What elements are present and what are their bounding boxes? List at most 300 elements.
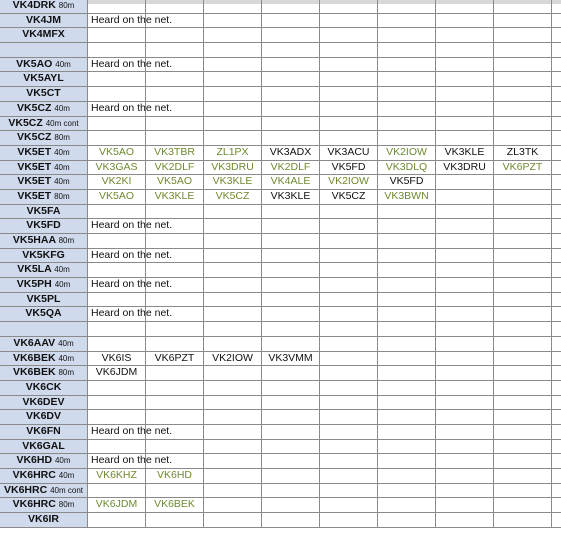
grid-cell[interactable] — [203, 58, 261, 72]
grid-cell[interactable] — [435, 440, 493, 454]
contact-cell[interactable]: VK2KI — [87, 175, 145, 189]
grid-cell[interactable] — [261, 117, 319, 131]
grid-cell[interactable] — [145, 484, 203, 498]
grid-cell[interactable] — [319, 205, 377, 219]
grid-cell[interactable] — [87, 43, 145, 57]
grid-cell[interactable] — [261, 28, 319, 42]
callsign-cell[interactable] — [0, 366, 87, 380]
callsign-cell[interactable] — [0, 28, 87, 42]
grid-cell[interactable] — [551, 469, 561, 483]
contact-cell[interactable]: VK6HD — [145, 469, 203, 483]
grid-cell[interactable] — [145, 293, 203, 307]
grid-cell[interactable] — [319, 307, 377, 321]
callsign-cell[interactable] — [0, 322, 87, 336]
grid-cell[interactable] — [203, 484, 261, 498]
grid-cell[interactable] — [145, 381, 203, 395]
grid-cell[interactable] — [551, 205, 561, 219]
grid-cell[interactable] — [145, 131, 203, 145]
grid-cell[interactable] — [493, 410, 551, 424]
grid-cell[interactable] — [493, 102, 551, 116]
grid-cell[interactable] — [551, 278, 561, 292]
contact-cell[interactable]: VK5AO — [145, 175, 203, 189]
grid-cell[interactable] — [145, 43, 203, 57]
grid-cell[interactable] — [551, 28, 561, 42]
callsign-cell[interactable] — [0, 190, 87, 204]
grid-cell[interactable] — [377, 58, 435, 72]
callsign-cell[interactable] — [0, 131, 87, 145]
contact-cell[interactable]: VK3GAS — [87, 161, 145, 175]
grid-cell[interactable] — [435, 513, 493, 527]
grid-cell[interactable] — [493, 293, 551, 307]
grid-cell[interactable] — [145, 87, 203, 101]
grid-cell[interactable] — [203, 131, 261, 145]
grid-cell[interactable] — [435, 484, 493, 498]
grid-cell[interactable] — [551, 72, 561, 86]
grid-cell[interactable] — [493, 484, 551, 498]
grid-cell[interactable] — [493, 469, 551, 483]
grid-cell[interactable] — [87, 293, 145, 307]
grid-cell[interactable] — [551, 161, 561, 175]
grid-cell[interactable] — [203, 469, 261, 483]
grid-cell[interactable] — [377, 72, 435, 86]
grid-cell[interactable] — [435, 425, 493, 439]
grid-cell[interactable] — [145, 102, 203, 116]
grid-cell[interactable] — [435, 337, 493, 351]
grid-cell[interactable] — [203, 293, 261, 307]
callsign-cell[interactable] — [0, 219, 87, 233]
grid-cell[interactable] — [145, 219, 203, 233]
grid-cell[interactable] — [87, 484, 145, 498]
note-cell[interactable]: Heard on the net. — [87, 278, 145, 292]
grid-cell[interactable] — [493, 425, 551, 439]
contact-cell[interactable]: VK6JDM — [87, 366, 145, 380]
contact-cell[interactable]: VK3KLE — [203, 175, 261, 189]
grid-cell[interactable] — [87, 337, 145, 351]
grid-cell[interactable] — [87, 234, 145, 248]
callsign-cell[interactable] — [0, 307, 87, 321]
grid-cell[interactable] — [377, 102, 435, 116]
grid-cell[interactable] — [435, 249, 493, 263]
callsign-cell[interactable] — [0, 513, 87, 527]
contact-cell[interactable]: VK6PZT — [493, 161, 551, 175]
grid-cell[interactable] — [203, 337, 261, 351]
contact-cell[interactable]: VK3KLE — [435, 146, 493, 160]
grid-cell[interactable] — [435, 366, 493, 380]
grid-cell[interactable] — [435, 410, 493, 424]
grid-cell[interactable] — [319, 278, 377, 292]
grid-cell[interactable] — [551, 43, 561, 57]
callsign-cell[interactable] — [0, 469, 87, 483]
grid-cell[interactable] — [319, 440, 377, 454]
grid-cell[interactable] — [319, 102, 377, 116]
contact-cell[interactable]: ZL1PX — [203, 146, 261, 160]
grid-cell[interactable] — [319, 28, 377, 42]
callsign-cell[interactable] — [0, 102, 87, 116]
grid-cell[interactable] — [87, 513, 145, 527]
grid-cell[interactable] — [319, 14, 377, 28]
grid-cell[interactable] — [551, 58, 561, 72]
grid-cell[interactable] — [435, 175, 493, 189]
grid-cell[interactable] — [145, 205, 203, 219]
grid-cell[interactable] — [493, 381, 551, 395]
note-cell[interactable]: Heard on the net. — [87, 425, 145, 439]
note-cell[interactable]: Heard on the net. — [87, 307, 145, 321]
grid-cell[interactable] — [493, 14, 551, 28]
grid-cell[interactable] — [261, 102, 319, 116]
grid-cell[interactable] — [435, 0, 493, 13]
grid-cell[interactable] — [377, 484, 435, 498]
grid-cell[interactable] — [261, 337, 319, 351]
grid-cell[interactable] — [551, 396, 561, 410]
grid-cell[interactable] — [203, 72, 261, 86]
grid-cell[interactable] — [261, 381, 319, 395]
contact-cell[interactable]: VK3DLQ — [377, 161, 435, 175]
grid-cell[interactable] — [87, 131, 145, 145]
contact-cell[interactable]: VK6JDM — [87, 498, 145, 512]
grid-cell[interactable] — [145, 72, 203, 86]
grid-cell[interactable] — [435, 469, 493, 483]
grid-cell[interactable] — [261, 484, 319, 498]
grid-cell[interactable] — [435, 234, 493, 248]
grid-cell[interactable] — [435, 219, 493, 233]
grid-cell[interactable] — [377, 381, 435, 395]
grid-cell[interactable] — [319, 513, 377, 527]
grid-cell[interactable] — [261, 425, 319, 439]
grid-cell[interactable] — [145, 28, 203, 42]
grid-cell[interactable] — [551, 293, 561, 307]
grid-cell[interactable] — [203, 249, 261, 263]
grid-cell[interactable] — [435, 454, 493, 468]
grid-cell[interactable] — [319, 58, 377, 72]
grid-cell[interactable] — [435, 117, 493, 131]
grid-cell[interactable] — [493, 117, 551, 131]
grid-cell[interactable] — [435, 293, 493, 307]
grid-cell[interactable] — [493, 352, 551, 366]
grid-cell[interactable] — [435, 58, 493, 72]
grid-cell[interactable] — [203, 366, 261, 380]
grid-cell[interactable] — [319, 425, 377, 439]
grid-cell[interactable] — [435, 102, 493, 116]
grid-cell[interactable] — [319, 337, 377, 351]
grid-cell[interactable] — [377, 352, 435, 366]
grid-cell[interactable] — [493, 87, 551, 101]
grid-cell[interactable] — [87, 440, 145, 454]
grid-cell[interactable] — [377, 219, 435, 233]
callsign-cell[interactable] — [0, 293, 87, 307]
grid-cell[interactable] — [261, 469, 319, 483]
grid-cell[interactable] — [145, 454, 203, 468]
grid-cell[interactable] — [87, 87, 145, 101]
callsign-cell[interactable] — [0, 14, 87, 28]
grid-cell[interactable] — [319, 117, 377, 131]
grid-cell[interactable] — [435, 205, 493, 219]
grid-cell[interactable] — [551, 263, 561, 277]
grid-cell[interactable] — [493, 249, 551, 263]
grid-cell[interactable] — [377, 498, 435, 512]
grid-cell[interactable] — [435, 263, 493, 277]
grid-cell[interactable] — [145, 513, 203, 527]
grid-cell[interactable] — [493, 396, 551, 410]
contact-cell[interactable]: VK5AO — [87, 190, 145, 204]
grid-cell[interactable] — [261, 249, 319, 263]
grid-cell[interactable] — [377, 28, 435, 42]
grid-cell[interactable] — [203, 28, 261, 42]
grid-cell[interactable] — [377, 469, 435, 483]
grid-cell[interactable] — [377, 249, 435, 263]
note-cell[interactable]: Heard on the net. — [87, 58, 145, 72]
grid-cell[interactable] — [87, 410, 145, 424]
grid-cell[interactable] — [145, 425, 203, 439]
grid-cell[interactable] — [551, 175, 561, 189]
grid-cell[interactable] — [377, 205, 435, 219]
grid-cell[interactable] — [319, 366, 377, 380]
grid-cell[interactable] — [493, 440, 551, 454]
grid-cell[interactable] — [319, 72, 377, 86]
grid-cell[interactable] — [493, 205, 551, 219]
grid-cell[interactable] — [319, 469, 377, 483]
grid-cell[interactable] — [145, 396, 203, 410]
grid-cell[interactable] — [435, 498, 493, 512]
grid-cell[interactable] — [435, 72, 493, 86]
grid-cell[interactable] — [319, 131, 377, 145]
callsign-cell[interactable] — [0, 337, 87, 351]
grid-cell[interactable] — [377, 410, 435, 424]
grid-cell[interactable] — [493, 0, 551, 13]
grid-cell[interactable] — [435, 14, 493, 28]
grid-cell[interactable] — [145, 249, 203, 263]
callsign-cell[interactable] — [0, 234, 87, 248]
grid-cell[interactable] — [203, 205, 261, 219]
callsign-cell[interactable] — [0, 249, 87, 263]
grid-cell[interactable] — [203, 513, 261, 527]
grid-cell[interactable] — [435, 28, 493, 42]
grid-cell[interactable] — [319, 87, 377, 101]
grid-cell[interactable] — [319, 249, 377, 263]
grid-cell[interactable] — [377, 440, 435, 454]
grid-cell[interactable] — [261, 498, 319, 512]
callsign-cell[interactable] — [0, 454, 87, 468]
grid-cell[interactable] — [551, 513, 561, 527]
grid-cell[interactable] — [493, 322, 551, 336]
grid-cell[interactable] — [377, 513, 435, 527]
grid-cell[interactable] — [261, 322, 319, 336]
callsign-cell[interactable] — [0, 498, 87, 512]
callsign-cell[interactable] — [0, 117, 87, 131]
grid-cell[interactable] — [493, 219, 551, 233]
callsign-cell[interactable] — [0, 278, 87, 292]
grid-cell[interactable] — [319, 219, 377, 233]
callsign-cell[interactable] — [0, 161, 87, 175]
grid-cell[interactable] — [261, 14, 319, 28]
grid-cell[interactable] — [493, 263, 551, 277]
grid-cell[interactable] — [551, 102, 561, 116]
grid-cell[interactable] — [377, 293, 435, 307]
grid-cell[interactable] — [493, 43, 551, 57]
grid-cell[interactable] — [145, 410, 203, 424]
contact-cell[interactable]: VK3BWN — [377, 190, 435, 204]
grid-cell[interactable] — [377, 234, 435, 248]
grid-cell[interactable] — [377, 322, 435, 336]
grid-cell[interactable] — [551, 366, 561, 380]
grid-cell[interactable] — [319, 484, 377, 498]
grid-cell[interactable] — [261, 366, 319, 380]
grid-cell[interactable] — [203, 454, 261, 468]
grid-cell[interactable] — [493, 234, 551, 248]
contact-cell[interactable]: VK3KLE — [261, 190, 319, 204]
grid-cell[interactable] — [377, 425, 435, 439]
callsign-cell[interactable] — [0, 146, 87, 160]
callsign-cell[interactable] — [0, 0, 87, 13]
callsign-cell[interactable] — [0, 43, 87, 57]
grid-cell[interactable] — [145, 337, 203, 351]
grid-cell[interactable] — [551, 0, 561, 13]
grid-cell[interactable] — [319, 396, 377, 410]
grid-cell[interactable] — [435, 87, 493, 101]
grid-cell[interactable] — [145, 14, 203, 28]
grid-cell[interactable] — [551, 454, 561, 468]
grid-cell[interactable] — [261, 87, 319, 101]
callsign-cell[interactable] — [0, 263, 87, 277]
note-cell[interactable]: Heard on the net. — [87, 249, 145, 263]
grid-cell[interactable] — [203, 219, 261, 233]
grid-cell[interactable] — [261, 396, 319, 410]
contact-cell[interactable]: VK6IS — [87, 352, 145, 366]
grid-cell[interactable] — [87, 396, 145, 410]
callsign-cell[interactable] — [0, 87, 87, 101]
grid-cell[interactable] — [203, 322, 261, 336]
grid-cell[interactable] — [435, 396, 493, 410]
contact-cell[interactable]: VK6PZT — [145, 352, 203, 366]
grid-cell[interactable] — [87, 322, 145, 336]
note-cell[interactable]: Heard on the net. — [87, 102, 145, 116]
grid-cell[interactable] — [87, 381, 145, 395]
grid-cell[interactable] — [551, 249, 561, 263]
grid-cell[interactable] — [203, 263, 261, 277]
grid-cell[interactable] — [261, 205, 319, 219]
grid-cell[interactable] — [145, 234, 203, 248]
grid-cell[interactable] — [261, 263, 319, 277]
grid-cell[interactable] — [493, 58, 551, 72]
grid-cell[interactable] — [87, 263, 145, 277]
grid-cell[interactable] — [145, 117, 203, 131]
contact-cell[interactable]: VK2IOW — [319, 175, 377, 189]
grid-cell[interactable] — [493, 175, 551, 189]
grid-cell[interactable] — [377, 87, 435, 101]
grid-cell[interactable] — [261, 234, 319, 248]
grid-cell[interactable] — [493, 72, 551, 86]
grid-cell[interactable] — [319, 293, 377, 307]
grid-cell[interactable] — [435, 307, 493, 321]
grid-cell[interactable] — [87, 0, 145, 13]
contact-cell[interactable]: VK3VMM — [261, 352, 319, 366]
grid-cell[interactable] — [203, 425, 261, 439]
grid-cell[interactable] — [203, 234, 261, 248]
grid-cell[interactable] — [261, 131, 319, 145]
grid-cell[interactable] — [261, 58, 319, 72]
note-cell[interactable]: Heard on the net. — [87, 219, 145, 233]
contact-cell[interactable]: VK3DRU — [203, 161, 261, 175]
grid-cell[interactable] — [551, 322, 561, 336]
grid-cell[interactable] — [493, 513, 551, 527]
grid-cell[interactable] — [435, 322, 493, 336]
grid-cell[interactable] — [203, 117, 261, 131]
grid-cell[interactable] — [377, 131, 435, 145]
grid-cell[interactable] — [203, 498, 261, 512]
contact-cell[interactable]: VK6BEK — [145, 498, 203, 512]
grid-cell[interactable] — [203, 14, 261, 28]
grid-cell[interactable] — [203, 410, 261, 424]
grid-cell[interactable] — [203, 278, 261, 292]
grid-cell[interactable] — [145, 322, 203, 336]
grid-cell[interactable] — [377, 307, 435, 321]
grid-cell[interactable] — [377, 337, 435, 351]
grid-cell[interactable] — [261, 43, 319, 57]
grid-cell[interactable] — [551, 117, 561, 131]
contact-cell[interactable]: VK6KHZ — [87, 469, 145, 483]
grid-cell[interactable] — [551, 87, 561, 101]
grid-cell[interactable] — [493, 190, 551, 204]
grid-cell[interactable] — [145, 307, 203, 321]
grid-cell[interactable] — [493, 454, 551, 468]
contact-cell[interactable]: VK2IOW — [203, 352, 261, 366]
grid-cell[interactable] — [87, 117, 145, 131]
grid-cell[interactable] — [261, 219, 319, 233]
grid-cell[interactable] — [435, 352, 493, 366]
contact-cell[interactable]: VK5CZ — [203, 190, 261, 204]
grid-cell[interactable] — [551, 234, 561, 248]
grid-cell[interactable] — [261, 72, 319, 86]
callsign-cell[interactable] — [0, 352, 87, 366]
grid-cell[interactable] — [145, 0, 203, 13]
grid-cell[interactable] — [551, 337, 561, 351]
grid-cell[interactable] — [551, 146, 561, 160]
grid-cell[interactable] — [435, 381, 493, 395]
grid-cell[interactable] — [319, 0, 377, 13]
grid-cell[interactable] — [87, 72, 145, 86]
grid-cell[interactable] — [377, 14, 435, 28]
grid-cell[interactable] — [261, 293, 319, 307]
grid-cell[interactable] — [435, 43, 493, 57]
note-cell[interactable]: Heard on the net. — [87, 454, 145, 468]
grid-cell[interactable] — [551, 484, 561, 498]
grid-cell[interactable] — [493, 366, 551, 380]
grid-cell[interactable] — [493, 337, 551, 351]
grid-cell[interactable] — [203, 43, 261, 57]
grid-cell[interactable] — [319, 498, 377, 512]
grid-cell[interactable] — [551, 307, 561, 321]
grid-cell[interactable] — [377, 0, 435, 13]
contact-cell[interactable]: VK3DRU — [435, 161, 493, 175]
grid-cell[interactable] — [551, 190, 561, 204]
grid-cell[interactable] — [145, 263, 203, 277]
callsign-cell[interactable] — [0, 381, 87, 395]
grid-cell[interactable] — [319, 454, 377, 468]
contact-cell[interactable]: VK2DLF — [145, 161, 203, 175]
grid-cell[interactable] — [319, 234, 377, 248]
grid-cell[interactable] — [551, 410, 561, 424]
grid-cell[interactable] — [145, 366, 203, 380]
grid-cell[interactable] — [261, 513, 319, 527]
grid-cell[interactable] — [145, 278, 203, 292]
grid-cell[interactable] — [203, 307, 261, 321]
callsign-cell[interactable] — [0, 440, 87, 454]
grid-cell[interactable] — [551, 14, 561, 28]
grid-cell[interactable] — [551, 219, 561, 233]
callsign-cell[interactable] — [0, 396, 87, 410]
grid-cell[interactable] — [319, 381, 377, 395]
callsign-cell[interactable] — [0, 175, 87, 189]
contact-cell[interactable]: VK5AO — [87, 146, 145, 160]
